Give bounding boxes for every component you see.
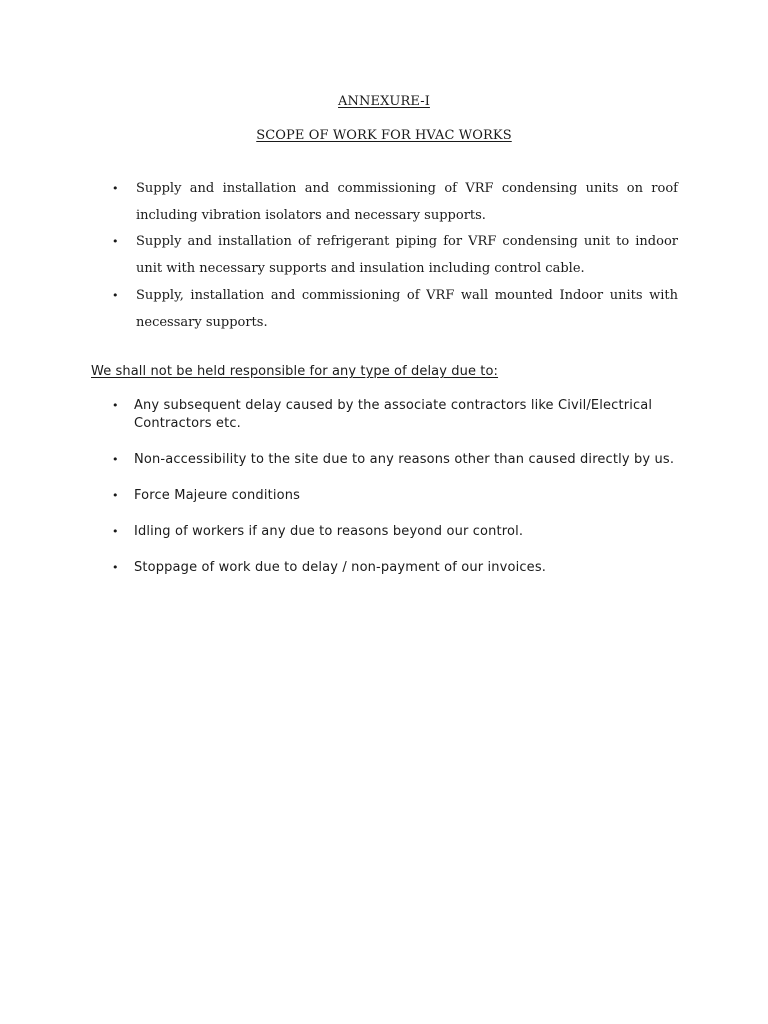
bullet-icon: • <box>112 560 119 574</box>
delay-item-text: Non-accessibility to the site due to any reasons other than caused directly by us. <box>134 451 675 467</box>
scope-item-text: Supply and installation and commissioning of VRF condensing units on roof including vibration isolators and necessary supports. <box>136 181 678 223</box>
delay-item <box>112 451 679 469</box>
delay-item-text: Force Majeure conditions <box>134 487 301 503</box>
scope-item-text: Supply and installation of refrigerant piping for VRF condensing unit to indoor unit with necessary supports and insulation including control cable. <box>136 234 678 277</box>
scope-item-text: Supply, installation and commissioning of VRF wall mounted Indoor units with necessary supports. <box>136 287 678 330</box>
delay-heading: We shall not be held responsible for any type of delay due to: <box>91 364 499 379</box>
delay-item <box>112 559 679 577</box>
annexure-title: ANNEXURE-I <box>338 94 430 109</box>
delay-item <box>112 397 679 432</box>
bullet-icon: • <box>112 182 119 195</box>
delay-list <box>0 397 679 595</box>
scope-item <box>112 229 678 282</box>
bullet-icon: • <box>112 399 119 412</box>
scope-item <box>112 176 678 229</box>
delay-item-text: Idling of workers if any due to reasons beyond our control. <box>134 523 524 539</box>
bullet-icon: • <box>112 452 119 466</box>
scope-item <box>112 283 678 336</box>
bullet-icon: • <box>112 288 119 302</box>
bullet-icon: • <box>112 488 119 502</box>
delay-item <box>112 523 679 541</box>
scope-list <box>0 176 678 336</box>
bullet-icon: • <box>112 235 119 249</box>
scope-title: SCOPE OF WORK FOR HVAC WORKS <box>256 128 512 143</box>
delay-item <box>112 487 679 505</box>
delay-item-text: Stoppage of work due to delay / non-payment of our invoices. <box>134 559 547 575</box>
delay-item-text: Any subsequent delay caused by the associate contractors like Civil/Electrical Contractors etc. <box>134 398 653 431</box>
bullet-icon: • <box>112 524 119 538</box>
